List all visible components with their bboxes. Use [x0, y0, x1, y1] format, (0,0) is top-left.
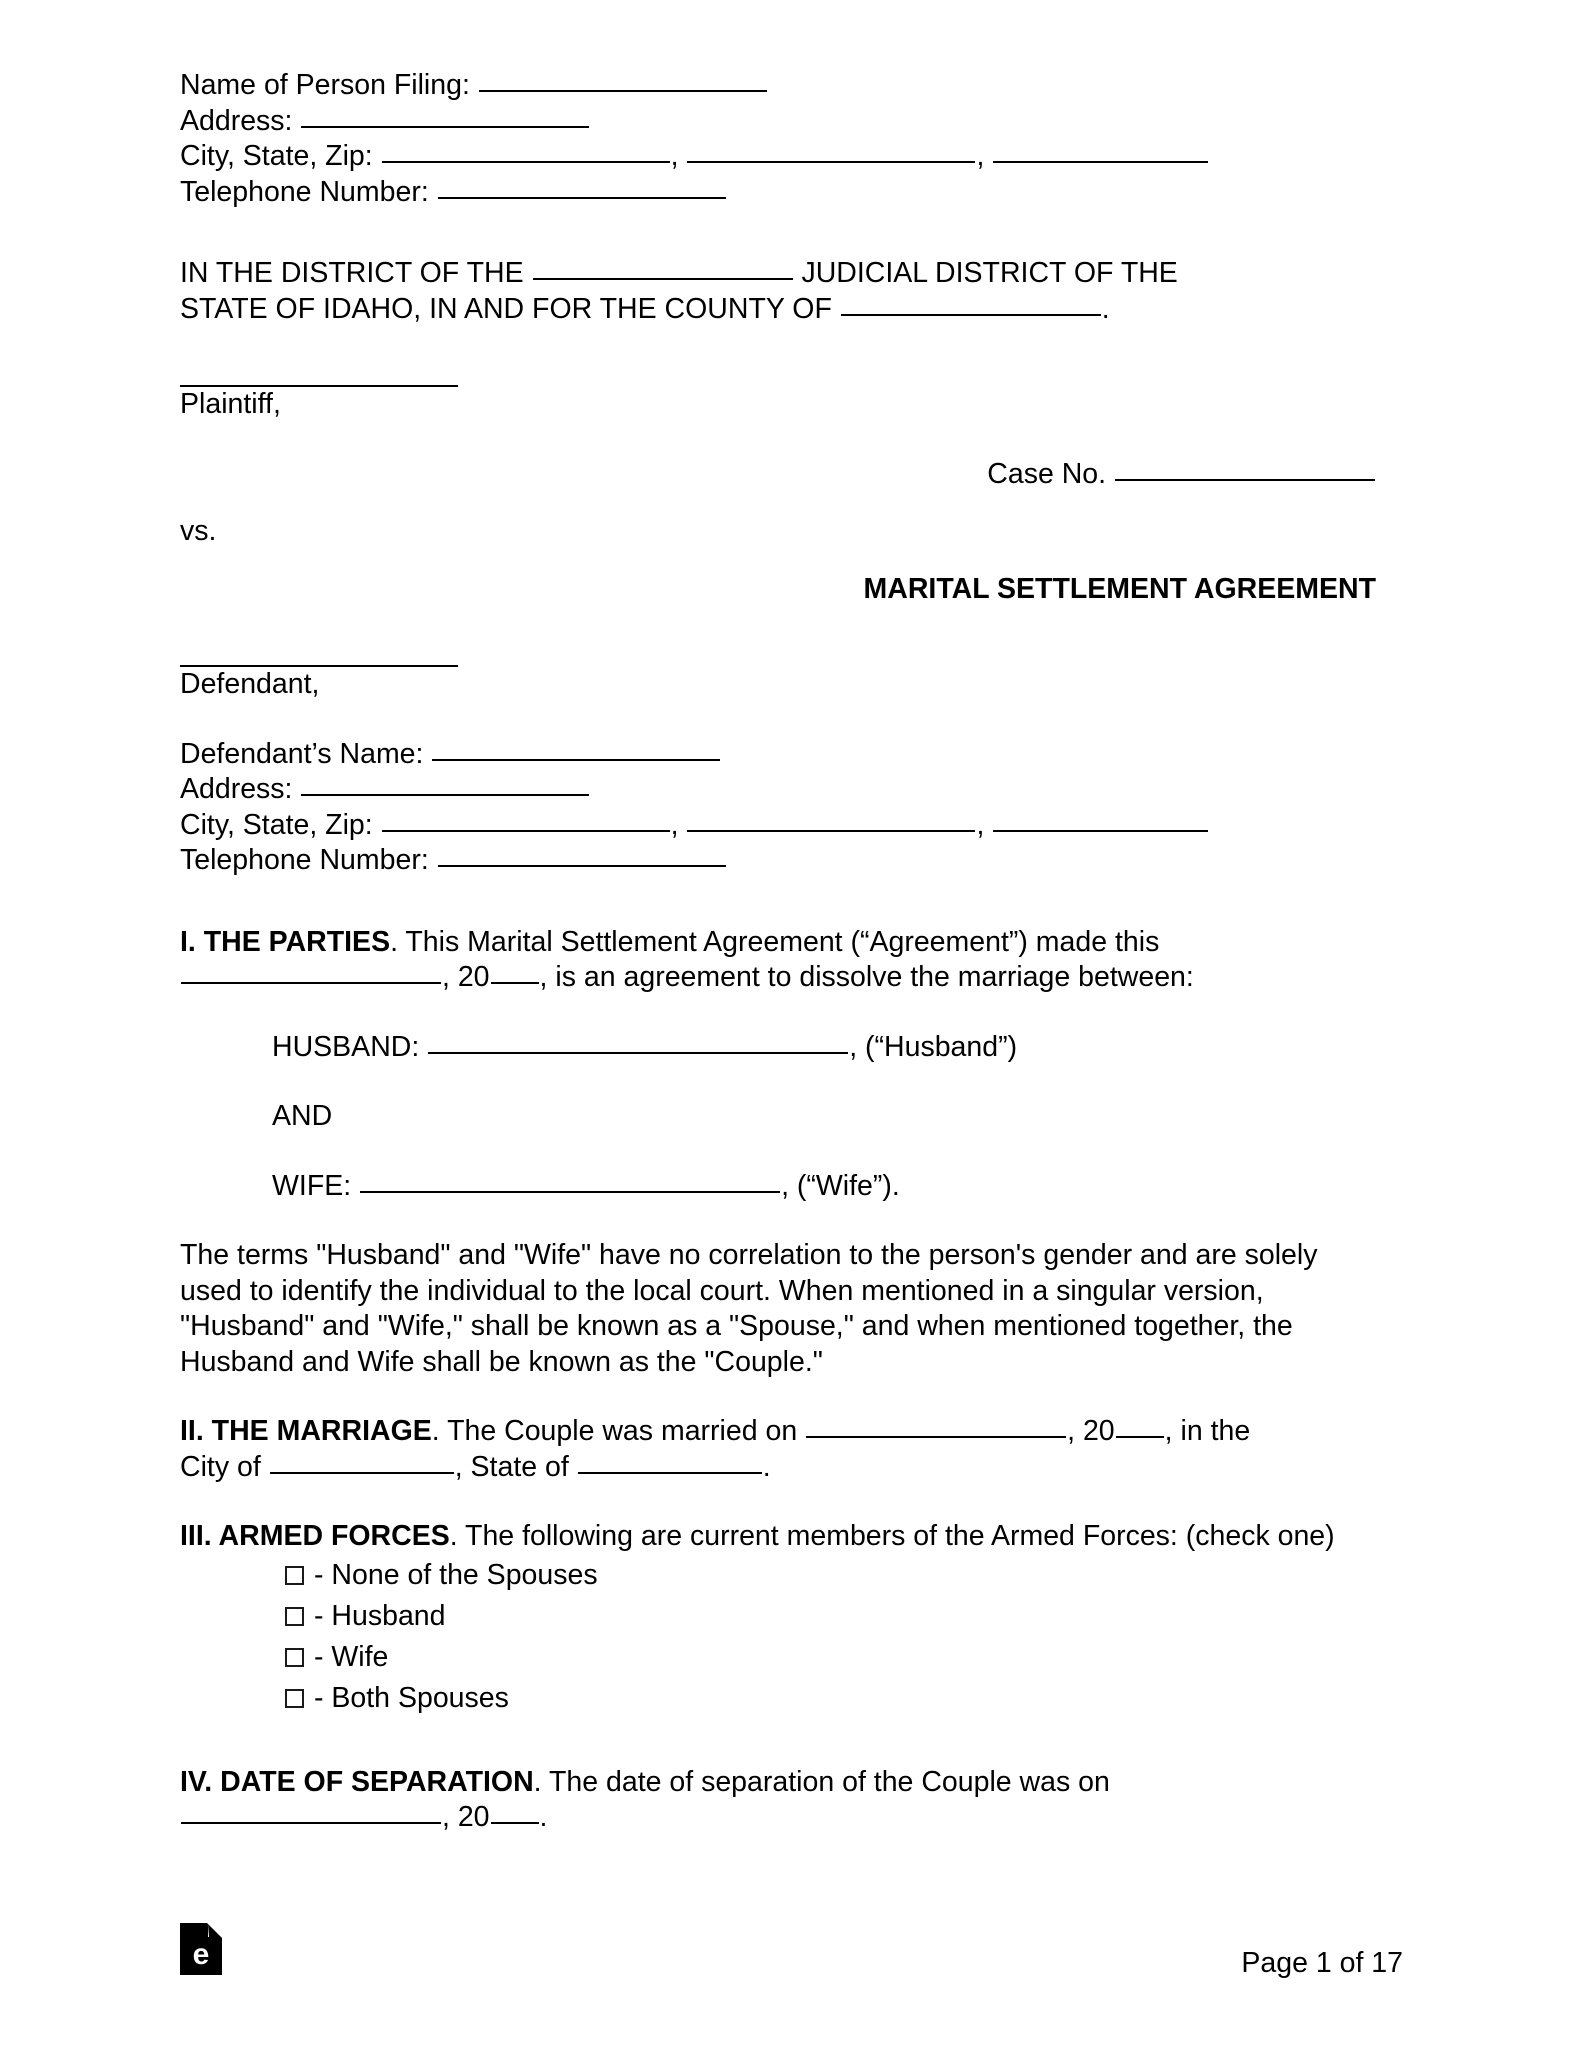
armed-forces-option-none[interactable]: [285, 1555, 1376, 1596]
spacer-parties-4: [180, 1204, 1376, 1238]
section-armed-forces-heading: III. ARMED FORCES: [180, 1520, 450, 1552]
filer-city-state-zip-line: [180, 139, 1376, 175]
defendant-label: Defendant,: [180, 668, 320, 700]
judicial-district-input[interactable]: [533, 257, 793, 280]
eforms-logo: [180, 1923, 222, 1980]
court-heading-block: [180, 256, 1376, 327]
spacer-caption-3: [180, 550, 1376, 572]
spacer-before-section-4: [180, 1719, 1376, 1765]
filer-telephone-line: [180, 175, 1376, 211]
marriage-year-input[interactable]: [1116, 1415, 1164, 1438]
section-armed-forces-text: . The following are current members of the Armed Forces: (check one): [449, 1520, 1335, 1552]
defendant-address-input[interactable]: [301, 773, 589, 796]
case-number-input[interactable]: [1115, 458, 1375, 481]
section-marriage-text-5: .: [762, 1450, 771, 1483]
checkbox-icon[interactable]: [285, 1566, 304, 1585]
filer-name-input[interactable]: [479, 69, 767, 92]
armed-forces-options: [180, 1555, 1376, 1719]
spacer-parties-3: [180, 1135, 1376, 1169]
defendant-comma-2: ,: [976, 808, 985, 841]
checkbox-icon[interactable]: [285, 1648, 304, 1667]
filer-telephone-label: Telephone Number:: [180, 175, 429, 208]
section-separation-text-2a: , 20: [442, 1801, 490, 1833]
defendant-city-state-zip-line: [180, 808, 1376, 844]
defendant-city-input[interactable]: [382, 809, 670, 832]
page-footer: [180, 1923, 1403, 1980]
filer-state-input[interactable]: [687, 140, 975, 163]
spacer-caption-4: [180, 607, 1376, 665]
defendant-address-line: [180, 772, 1376, 808]
filer-telephone-input[interactable]: [438, 176, 726, 199]
armed-forces-option-label: - Wife: [314, 1640, 389, 1673]
section-marriage-heading: II. THE MARRIAGE: [180, 1415, 432, 1447]
filer-city-input[interactable]: [382, 140, 670, 163]
filer-city-state-zip-label: City, State, Zip:: [180, 140, 373, 172]
spacer-before-section-3: [180, 1485, 1376, 1519]
section-separation-heading: IV. DATE OF SEPARATION: [180, 1765, 534, 1798]
armed-forces-option-label: - None of the Spouses: [314, 1558, 598, 1591]
spacer-after-court-heading: [180, 327, 1376, 385]
section-marriage: [180, 1414, 1376, 1485]
spacer-before-section-2: [180, 1380, 1376, 1414]
case-number-label: Case No.: [987, 457, 1107, 490]
agreement-year-input[interactable]: [491, 961, 539, 984]
marriage-city-input[interactable]: [270, 1451, 454, 1474]
armed-forces-option-husband[interactable]: [285, 1596, 1376, 1637]
armed-forces-option-label: - Husband: [314, 1599, 446, 1632]
defendant-name-label: Defendant’s Name:: [180, 737, 424, 770]
defendant-zip-input[interactable]: [993, 809, 1208, 832]
court-heading-line-1: [180, 256, 1376, 292]
versus-label: vs.: [180, 515, 217, 547]
filer-name-label: Name of Person Filing:: [180, 69, 470, 101]
filer-information-block: [180, 68, 1376, 210]
court-heading-prefix: IN THE DISTRICT OF THE: [180, 257, 524, 289]
county-input[interactable]: [841, 293, 1101, 316]
defendant-city-state-zip-label: City, State, Zip:: [180, 808, 373, 841]
defendant-name-field[interactable]: [432, 738, 720, 761]
document-logo-icon: [180, 1923, 222, 1975]
case-number-line: [180, 457, 1376, 493]
section-parties-text-2a: , 20: [442, 961, 490, 993]
terms-definition-paragraph: The terms "Husband" and "Wife" have no correlation to the person's gender and are solely used to identify the individual to the local court. When mentioned in a singular version, "Husband" and "Wife," shall be known as a "Spouse," and when mentioned together, the Husband and Wife shall be known as the "Couple.": [180, 1239, 1318, 1378]
court-heading-period: .: [1101, 292, 1110, 325]
logo-letter: e: [192, 1938, 210, 1971]
defendant-telephone-input[interactable]: [438, 844, 726, 867]
filer-address-line: [180, 104, 1376, 140]
separation-year-input[interactable]: [491, 1801, 539, 1824]
section-marriage-text-2b: , in the: [1164, 1415, 1251, 1447]
section-parties-text-1: . This Marital Settlement Agreement (“Agreement”) made this: [390, 925, 1160, 958]
spacer-caption-1: [180, 423, 1376, 457]
section-date-of-separation: [180, 1765, 1376, 1836]
caption-plaintiff-row: [180, 385, 1376, 423]
caption-plaintiff-col: [180, 385, 458, 423]
filer-address-label: Address:: [180, 104, 293, 137]
husband-name-input[interactable]: [428, 1031, 848, 1054]
filer-address-input[interactable]: [301, 105, 589, 128]
defendant-name-line: [180, 737, 1376, 773]
defendant-state-input[interactable]: [687, 809, 975, 832]
wife-name-input[interactable]: [360, 1170, 780, 1193]
and-label: AND: [272, 1100, 333, 1132]
page-title: MARITAL SETTLEMENT AGREEMENT: [863, 572, 1376, 605]
spacer-caption-2: [180, 492, 1376, 514]
section-separation-text-2b: .: [539, 1801, 548, 1833]
filer-name-line: [180, 68, 1376, 104]
defendant-comma-1: ,: [670, 808, 679, 841]
checkbox-icon[interactable]: [285, 1689, 304, 1708]
spacer-parties-1: [180, 996, 1376, 1030]
separation-date-input[interactable]: [181, 1801, 441, 1824]
section-separation-text-1: . The date of separation of the Couple was on: [533, 1765, 1110, 1798]
section-marriage-text-2a: , 20: [1067, 1415, 1115, 1447]
page-number: Page 1 of 17: [1241, 1947, 1403, 1979]
section-marriage-text-1: . The Couple was married on: [431, 1415, 798, 1447]
section-armed-forces: [180, 1519, 1376, 1555]
section-parties-heading: I. THE PARTIES: [180, 925, 391, 958]
spacer-before-section-1: [180, 879, 1376, 925]
wife-suffix: , (“Wife”).: [781, 1169, 900, 1202]
defendant-telephone-line: [180, 843, 1376, 879]
spacer-parties-2: [180, 1065, 1376, 1099]
spacer-after-caption: [180, 703, 1376, 737]
filer-zip-input[interactable]: [993, 140, 1208, 163]
section-parties-text-2b: , is an agreement to dissolve the marriage between:: [539, 961, 1194, 993]
section-marriage-text-4: , State of: [454, 1450, 569, 1483]
armed-forces-option-label: - Both Spouses: [314, 1681, 509, 1714]
defendant-telephone-label: Telephone Number:: [180, 844, 429, 876]
marriage-state-input[interactable]: [578, 1451, 762, 1474]
court-county-prefix: STATE OF IDAHO, IN AND FOR THE COUNTY OF: [180, 292, 832, 325]
filer-comma-2: ,: [976, 140, 985, 172]
spacer-after-filer: [180, 210, 1376, 256]
wife-line: [272, 1169, 1376, 1205]
marriage-date-input[interactable]: [806, 1415, 1066, 1438]
defendant-address-label: Address:: [180, 773, 293, 805]
plaintiff-label: Plaintiff,: [180, 388, 281, 420]
husband-suffix: , (“Husband”): [849, 1030, 1018, 1063]
checkbox-icon[interactable]: [285, 1607, 304, 1626]
armed-forces-option-both[interactable]: [285, 1678, 1376, 1719]
filer-comma-1: ,: [670, 140, 679, 172]
agreement-date-input[interactable]: [181, 961, 441, 984]
section-marriage-text-3: City of: [180, 1450, 261, 1483]
document-body: [180, 68, 1376, 1836]
defendant-information-block: [180, 737, 1376, 879]
court-heading-suffix: JUDICIAL DISTRICT OF THE: [801, 257, 1178, 289]
armed-forces-option-wife[interactable]: [285, 1637, 1376, 1678]
husband-line: [272, 1030, 1376, 1066]
husband-label: HUSBAND:: [272, 1030, 420, 1063]
court-heading-line-2: [180, 292, 1376, 328]
wife-label: WIFE:: [272, 1169, 352, 1202]
caption-defendant-col: [180, 665, 1376, 703]
section-parties: [180, 925, 1376, 996]
